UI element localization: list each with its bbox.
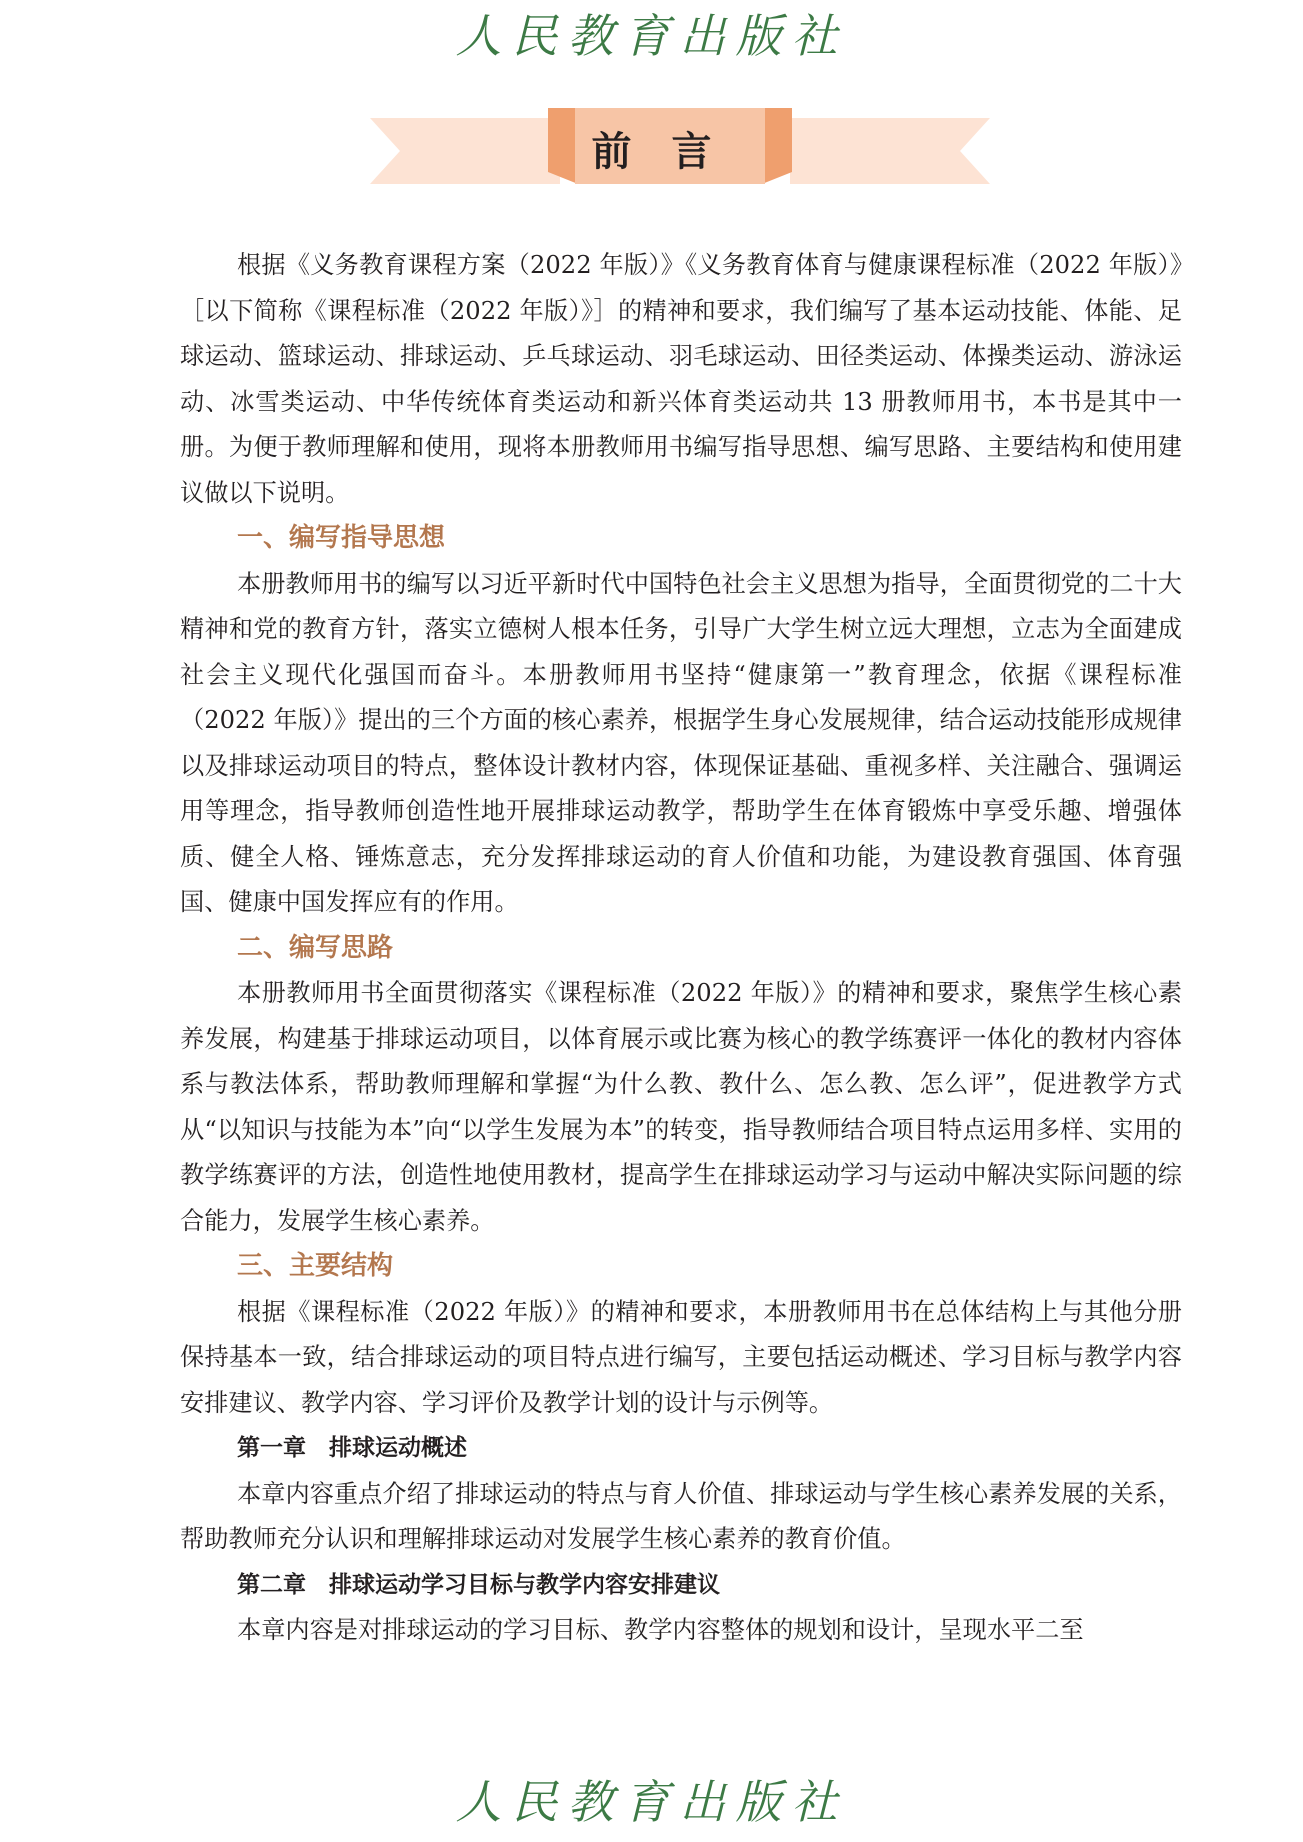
chapter-2-heading: 第二章 排球运动学习目标与教学内容安排建议 xyxy=(237,1571,720,1598)
heading-guiding-thought: 一、编写指导思想 xyxy=(237,523,446,553)
paragraph-chapter-2: 本章内容是对排球运动的学习目标、教学内容整体的规划和设计，呈现水平二至 xyxy=(237,1616,1084,1644)
publisher-logo-top: 人民教育出版社 xyxy=(455,9,848,63)
preface-content xyxy=(180,243,1182,1654)
publisher-logo-bottom: 人民教育出版社 xyxy=(455,1775,848,1829)
heading-writing-approach: 二、编写思路 xyxy=(237,932,394,963)
paragraph-main-structure: 根据《课程标准（2022 年版）》的精神和要求，本册教师用书在总体结构上与其他分册保持基本一致，结合排球运动的项目特点进行编写，主要包括运动概述、学习目标与教学内容安排建议、教学内容、学习评价及教学计划的设计与示例等。 xyxy=(180,1297,1182,1417)
paragraph-guiding-thought: 本册教师用书的编写以习近平新时代中国特色社会主义思想为指导，全面贯彻党的二十大精神和党的教育方针，落实立德树人根本任务，引导广大学生树立远大理想，立志为全面建成社会主义现代化强国而奋斗。本册教师用书坚持“健康第一”教育理念，依据《课程标准（2022 年版）》提出的三个方面的核心素养，根据学生身心发展规律，结合运动技能形成规律以及排球运动项目的特点，整体设计教材内容，体现保证基础、重视多样、关注融合、强调运用等理念，指导教师创造性地开展排球运动教学，帮助学生在体育锻炼中享受乐趣、增强体质、健全人格、锤炼意志，充分发挥排球运动的育人价值和功能，为建设教育强国、体育强国、健康中国发挥应有的作用。 xyxy=(180,569,1182,916)
chapter-1-heading: 第一章 排球运动概述 xyxy=(237,1435,467,1461)
heading-main-structure: 三、主要结构 xyxy=(237,1251,394,1281)
paragraph-intro: 根据《义务教育课程方案（2022 年版）》《义务教育体育与健康课程标准（2022 年版）》［以下简称《课程标准（2022 年版）》］的精神和要求，我们编写了基本运动技能、体能、足球运动、篮球运动、排球运动、乒乓球运动、羽毛球运动、田径类运动、体操类运动、游泳运动、冰雪类运动、中华传统体育类运动和新兴体育类运动共 13 册教师用书，本书是其中一册。为便于教师理解和使用，现将本册教师用书编写指导思想、编写思路、主要结构和使用建议做以下说明。 xyxy=(180,251,1182,507)
paragraph-chapter-1: 本章内容重点介绍了排球运动的特点与育人价值、排球运动与学生核心素养发展的关系，帮助教师充分认识和理解排球运动对发展学生核心素养的教育价值。 xyxy=(180,1479,1182,1553)
paragraph-writing-approach: 本册教师用书全面贯彻落实《课程标准（2022 年版）》的精神和要求，聚焦学生核心素养发展，构建基于排球运动项目，以体育展示或比赛为核心的教学练赛评一体化的教材内容体系与教法体系，帮助教师理解和掌握“为什么教、教什么、怎么教、怎么评”，促进教学方式从“以知识与技能为本”向“以学生发展为本”的转变，指导教师结合项目特点运用多样、实用的教学练赛评的方法，创造性地使用教材，提高学生在排球运动学习与运动中解决实际问题的综合能力，发展学生核心素养。 xyxy=(180,979,1182,1235)
page-title: 前言 xyxy=(591,128,752,175)
